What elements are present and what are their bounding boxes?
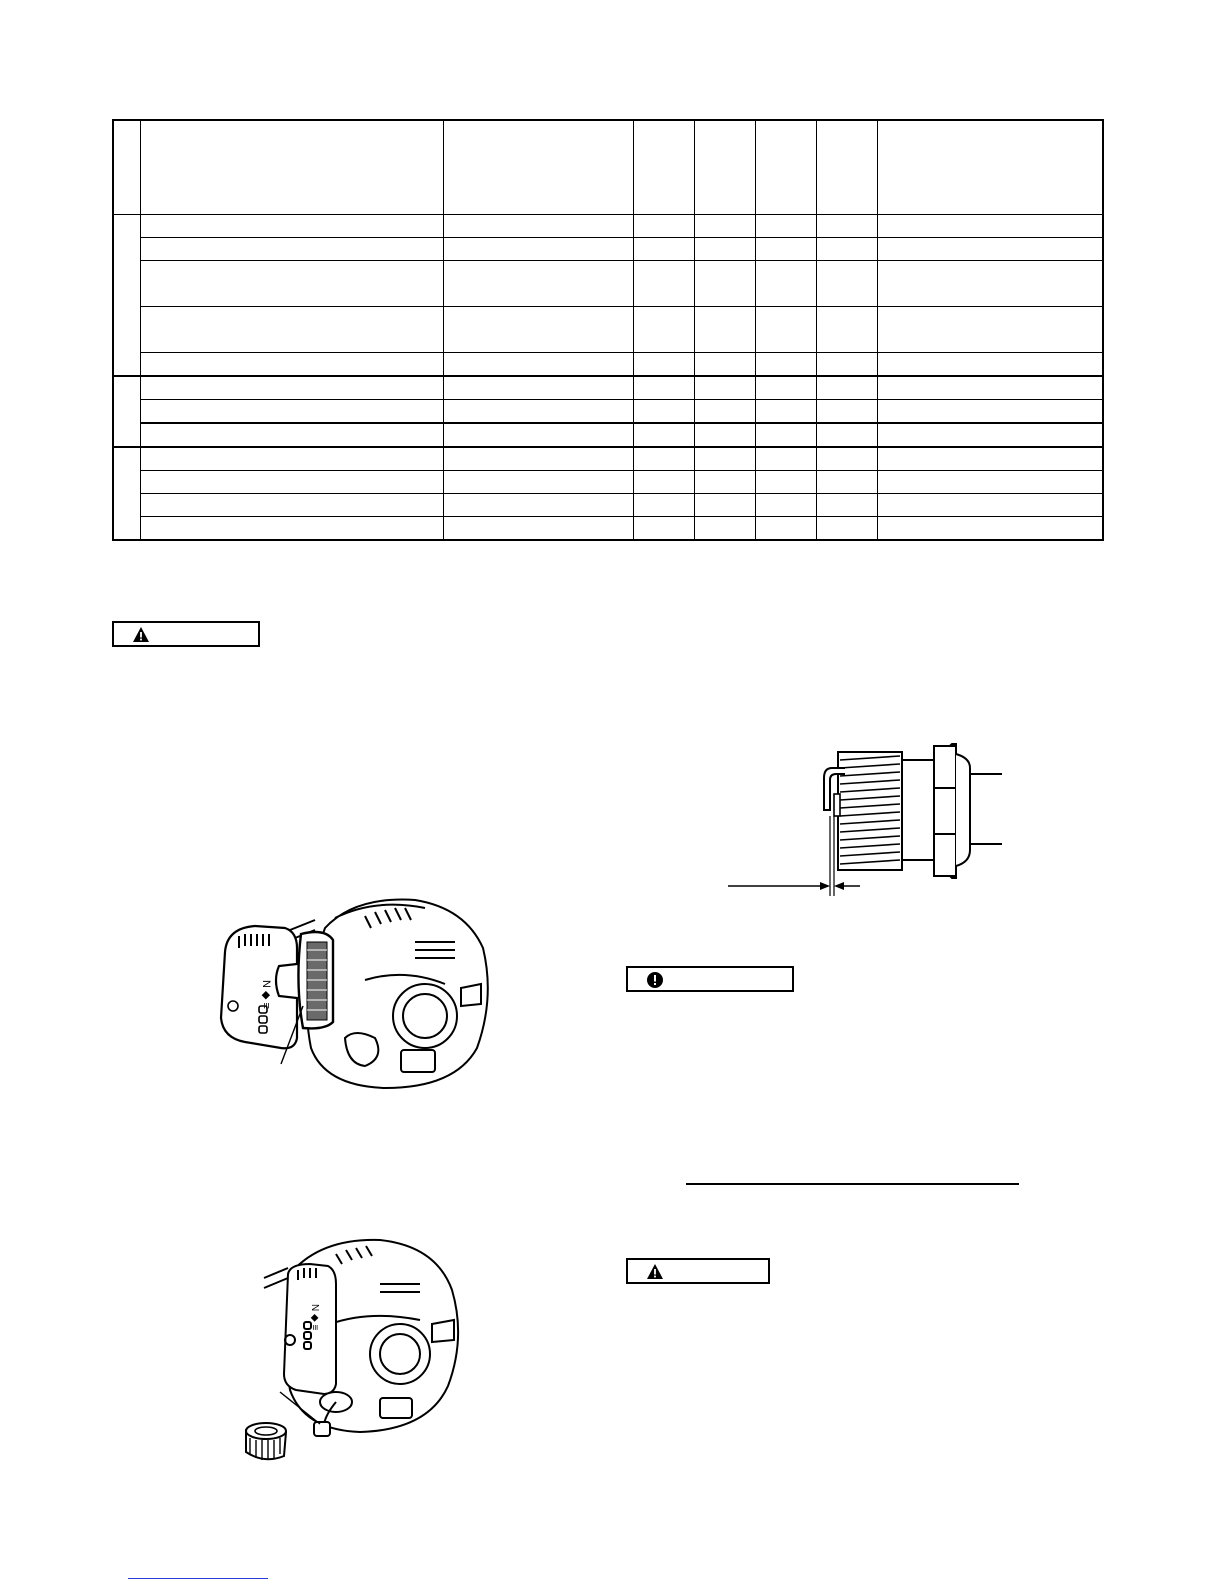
- table-cell: [816, 261, 877, 307]
- table-cell: [443, 215, 633, 238]
- table-cell: [755, 423, 816, 447]
- table-cell: [633, 353, 694, 377]
- table-row: [113, 400, 1103, 424]
- category-cell: [113, 447, 140, 540]
- table-row: [113, 261, 1103, 307]
- spark-plug-gap-illustration: [720, 738, 1020, 903]
- table-cell: [633, 238, 694, 261]
- table-row: [113, 238, 1103, 261]
- table-cell: [816, 238, 877, 261]
- table-cell: [443, 447, 633, 471]
- table-cell: [755, 471, 816, 494]
- table-cell: [755, 307, 816, 353]
- warning-box-2: [626, 1258, 770, 1284]
- table-cell: [816, 353, 877, 377]
- table-cell: [140, 353, 443, 377]
- table-cell: [140, 423, 443, 447]
- table-cell: [443, 400, 633, 424]
- table-cell: [633, 261, 694, 307]
- table-cell: [443, 471, 633, 494]
- table-row: [113, 423, 1103, 447]
- table-cell: [633, 307, 694, 353]
- table-cell: [694, 120, 755, 215]
- table-cell: [633, 494, 694, 517]
- caution-exclamation-icon: [646, 971, 664, 994]
- table-cell: [877, 447, 1103, 471]
- table-cell: [816, 423, 877, 447]
- table-cell: [816, 517, 877, 541]
- table-cell: [877, 261, 1103, 307]
- table-cell: [443, 261, 633, 307]
- table-cell: [633, 517, 694, 541]
- table-cell: [694, 353, 755, 377]
- table-cell: [877, 307, 1103, 353]
- table-cell: [816, 447, 877, 471]
- fuel-filter-illustration: [240, 1234, 470, 1469]
- table-cell: [633, 471, 694, 494]
- table-cell: [816, 471, 877, 494]
- table-cell: [877, 238, 1103, 261]
- table-cell: [443, 376, 633, 400]
- table-cell: [140, 517, 443, 541]
- table-cell: [140, 261, 443, 307]
- table-cell: [755, 215, 816, 238]
- table-cell: [877, 376, 1103, 400]
- table-cell: [816, 376, 877, 400]
- svg-text:N ◆ ≡: N ◆ ≡: [309, 1304, 320, 1331]
- table-cell: [816, 494, 877, 517]
- table-cell: [694, 261, 755, 307]
- table-cell: [755, 376, 816, 400]
- air-filter-illustration: [215, 888, 495, 1098]
- table-cell: [755, 238, 816, 261]
- table-cell: [755, 353, 816, 377]
- table-cell: [816, 215, 877, 238]
- category-cell: [113, 376, 140, 447]
- table-cell: [877, 517, 1103, 541]
- separator-line: [686, 1183, 1019, 1185]
- category-cell: [113, 215, 140, 377]
- table-cell: [816, 120, 877, 215]
- table-cell: [694, 447, 755, 471]
- table-cell: [755, 447, 816, 471]
- table-cell: [443, 494, 633, 517]
- table-cell: [633, 215, 694, 238]
- table-cell: [443, 307, 633, 353]
- table-cell: [633, 400, 694, 424]
- table-cell: [694, 376, 755, 400]
- table-cell: [694, 517, 755, 541]
- table-row: [113, 471, 1103, 494]
- table-cell: [140, 376, 443, 400]
- table-cell: [877, 471, 1103, 494]
- table-cell: [694, 238, 755, 261]
- table-row: [113, 353, 1103, 377]
- table-cell: [694, 471, 755, 494]
- table-cell: [140, 215, 443, 238]
- table-cell: [694, 423, 755, 447]
- table-cell: [633, 447, 694, 471]
- table-row: [113, 215, 1103, 238]
- table-cell: [755, 400, 816, 424]
- table-cell: [755, 517, 816, 541]
- warning-triangle-icon: [646, 1263, 664, 1286]
- table-cell: [816, 307, 877, 353]
- table-cell: [755, 261, 816, 307]
- table-cell: [443, 517, 633, 541]
- table-row: [113, 307, 1103, 353]
- table-row: [113, 376, 1103, 400]
- table-cell: [694, 494, 755, 517]
- table-row: [113, 494, 1103, 517]
- warning-box: [112, 621, 260, 647]
- table-header-row: [113, 120, 1103, 215]
- table-cell: [877, 423, 1103, 447]
- caution-box: [626, 966, 794, 992]
- table-cell: [633, 120, 694, 215]
- table-cell: [140, 307, 443, 353]
- table-cell: [443, 238, 633, 261]
- table-cell: [755, 494, 816, 517]
- table-cell: [877, 353, 1103, 377]
- table-cell: [816, 400, 877, 424]
- table-cell: [694, 215, 755, 238]
- table-cell: [877, 120, 1103, 215]
- table-cell: [140, 494, 443, 517]
- table-cell: [877, 215, 1103, 238]
- table-row: [113, 447, 1103, 471]
- table-cell: [443, 353, 633, 377]
- table-cell: [755, 120, 816, 215]
- table-cell: [633, 376, 694, 400]
- warning-triangle-icon: [132, 626, 150, 649]
- table-cell: [140, 471, 443, 494]
- table-cell: [140, 400, 443, 424]
- table-cell: [140, 120, 443, 215]
- table-cell: [443, 423, 633, 447]
- table-cell: [694, 400, 755, 424]
- table-cell: [877, 400, 1103, 424]
- table-cell: [113, 120, 140, 215]
- svg-text:N ◆ ≡: N ◆ ≡: [260, 980, 272, 1009]
- table-cell: [694, 307, 755, 353]
- table-cell: [140, 447, 443, 471]
- table-cell: [633, 423, 694, 447]
- maintenance-schedule-table: [112, 119, 1104, 541]
- table-row: [113, 517, 1103, 541]
- table-cell: [443, 120, 633, 215]
- table-cell: [877, 494, 1103, 517]
- table-cell: [140, 238, 443, 261]
- page-footer-link[interactable]: [128, 1578, 268, 1579]
